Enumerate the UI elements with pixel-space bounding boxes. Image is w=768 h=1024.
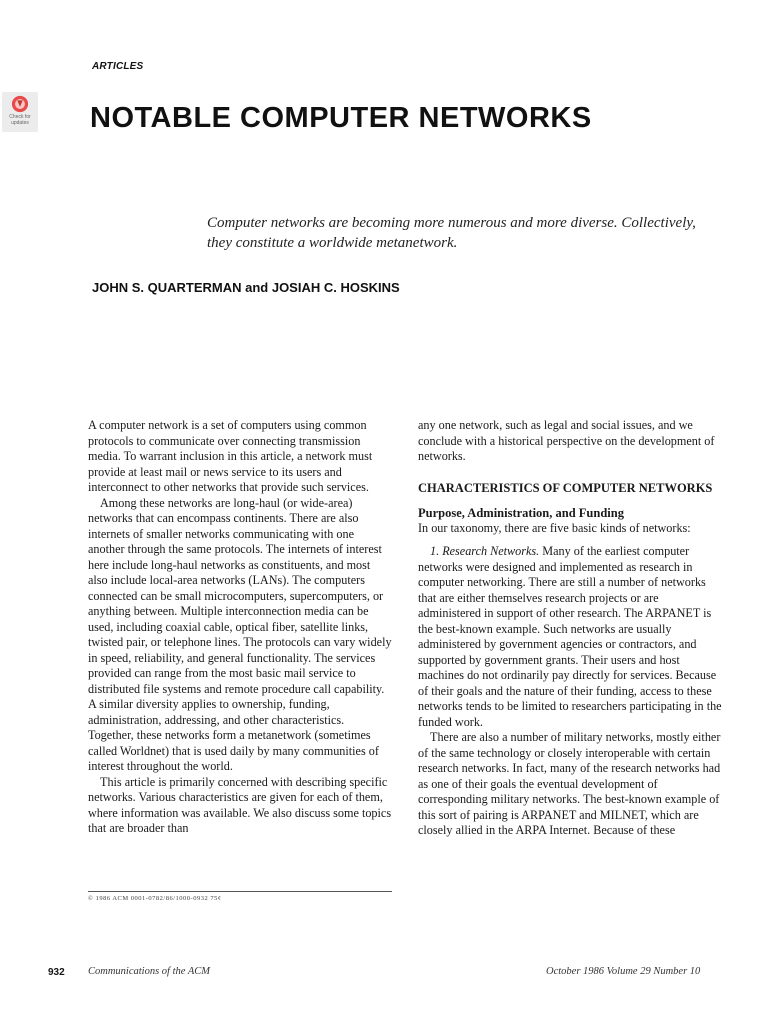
footnote-divider [88,891,392,892]
section-heading: CHARACTERISTICS OF COMPUTER NETWORKS [418,480,713,495]
list-item-text: Many of the earliest computer networks were designed and implemented as research in computer networking. There are still a number of networks that are either themselves research projects or are administered in support of other research. The ARPANET is the best-known example. Such networks are usually administered by government agencies or contractors, and supported by government grants. Their users and host machines do not ordinarily pay directly for services. Because of their goals and the nature of their funding, access to these networks tends to be limited to researchers participating in the funded work. [418,544,722,729]
article-title: NOTABLE COMPUTER NETWORKS [90,102,592,134]
list-item [418,544,722,730]
right-column [418,418,722,839]
paragraph: any one network, such as legal and social issues, and we conclude with a historical perspective on the development of networks. [418,418,715,463]
paragraph: There are also a number of military networks, mostly either of the same technology or closely interoperable with certain research networks. In fact, many of the research networks had as one of their goals the eventual development of corresponding military networks. The best-known example of this sort of pairing is ARPANET and MILNET, which are closely allied in the ARPA Internet. Because of these [418,730,721,837]
author-line: JOHN S. QUARTERMAN and JOSIAH C. HOSKINS [92,280,400,295]
check-for-updates-badge[interactable] [2,92,38,132]
left-column [88,418,392,837]
journal-name: Communications of the ACM [88,966,211,977]
copyright-notice: © 1986 ACM 0001-0782/86/1000-0932 75¢ [88,895,222,902]
issue-info: October 1986 Volume 29 Number 10 [546,966,701,977]
subsection-heading: Purpose, Administration, and Funding [418,505,624,520]
badge-text: Check for updates [9,114,31,126]
page-number: 932 [48,967,65,978]
article-subtitle: Computer networks are becoming more numerous and more diverse. Collectively, they constitute a worldwide metanetwork. [207,215,696,251]
paragraph: Among these networks are long-haul (or wide-area) networks that can encompass continents. There are also internets of smaller networks communicating with one another through the same protocols. The internets of interest here include long-haul networks as constituents, and most also include local-area networks (LANs). The computers connected can be small microcomputers, supercomputers, or anything between. Multiple interconnection media can be used, including coaxial cable, optical fiber, satellite links, twisted pair, or telephone lines. The protocols can vary widely in speed, reliability, and general functionality. The services provided can range from the most basic mail service to distributed file systems and remote procedure call capability. A similar diversity applies to ownership, funding, administration, addressing, and other characteristics. Together, these networks form a metanetwork (sometimes called Worldnet) that is used daily by many communities of interest throughout the world. [88,495,392,773]
paragraph: In our taxonomy, there are five basic kinds of networks: [418,520,691,535]
list-item-label: 1. Research Networks. [430,544,540,558]
section-label: ARTICLES [92,61,144,72]
paragraph: This article is primarily concerned with describing specific networks. Various characteristics are given for each of them, where information was available. We also discuss some topics that are broader than [88,774,392,835]
crossmark-icon [11,95,29,113]
paragraph: A computer network is a set of computers using common protocols to communicate over connecting transmission media. To warrant inclusion in this article, a network must provide at least mail or news service to its users and interconnect to other networks that provide such services. [88,418,373,494]
